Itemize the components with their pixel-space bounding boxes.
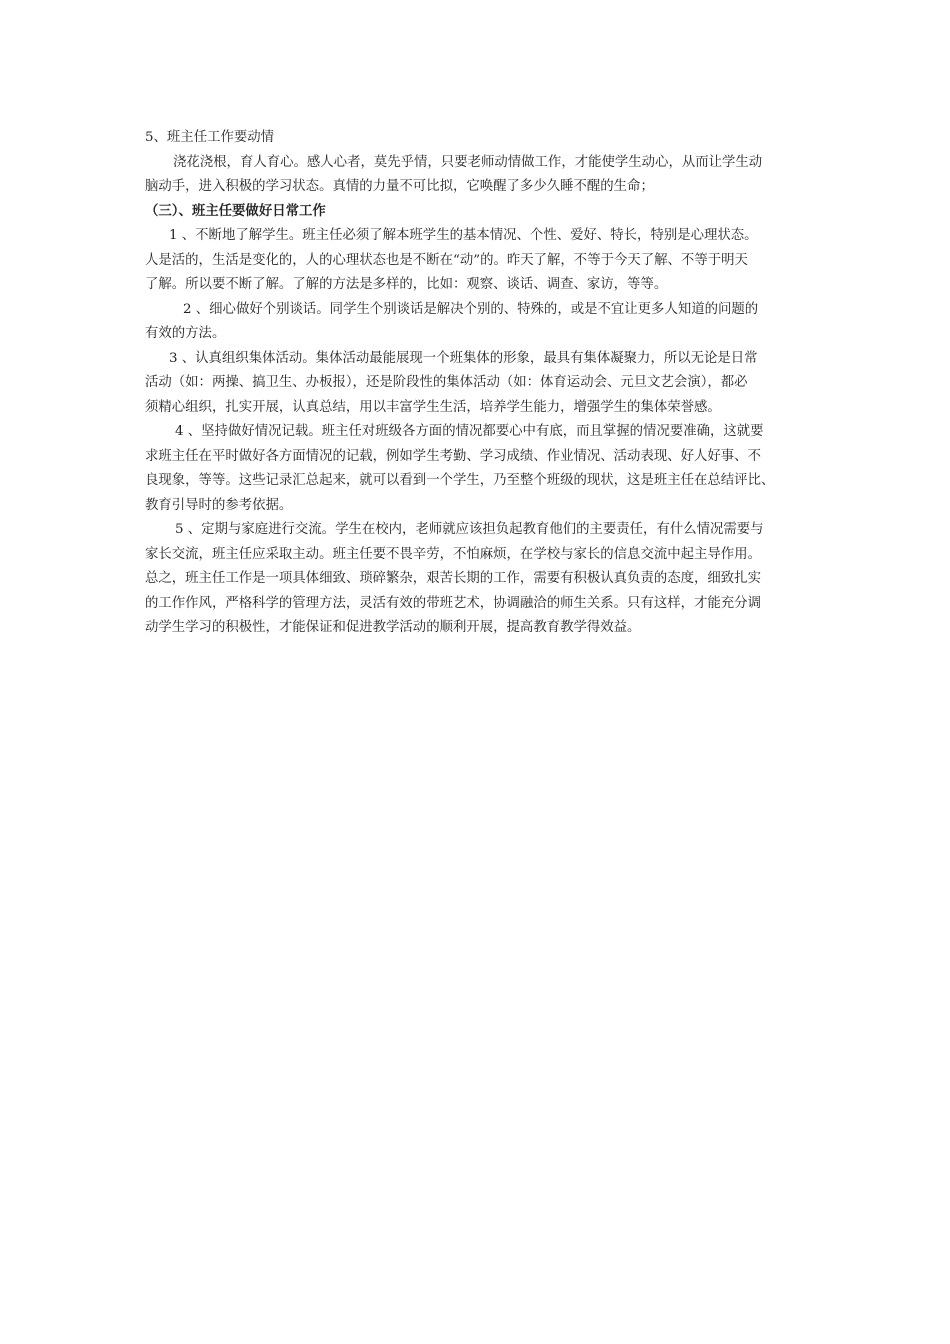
section-3-heading: （三）、班主任要做好日常工作 [145, 203, 326, 219]
item-4-line-3: 良现象，等等。这些记录汇总起来，就可以看到一个学生，乃至整个班级的现状，这是班主任在总结评比、 [145, 473, 775, 488]
section-5-line-2: 脑动手，进入积极的学习状态。真情的力量不可比拟，它唤醒了多少久睡不醒的生命； [145, 179, 654, 194]
item-1-line-2: 人是活的，生活是变化的，人的心理状态也是不断在“动”的。昨天了解，不等于今天了解、不等于明天 [145, 252, 748, 268]
item-3-line-2: 活动（如：两操、搞卫生、办板报），还是阶段性的集体活动（如：体育运动会、元旦文艺会演），都必 [145, 375, 748, 390]
summary-line-1: 总之，班主任工作是一项具体细致、琐碎繁杂，艰苦长期的工作，需要有积极认真负责的态度，细致扎实 [145, 571, 761, 586]
item-3-line-1: 3 、认真组织集体活动。集体活动最能展现一个班集体的形象，最具有集体凝聚力，所以无论是日常 [169, 350, 758, 366]
summary-line-3: 动学生学习的积极性，才能保证和促进教学活动的顺利开展，提高教育教学得效益。 [145, 620, 641, 635]
item-4-line-1: 4 、坚持做好情况记载。班主任对班级各方面的情况都要心中有底，而且掌握的情况要准确，这就要 [175, 424, 764, 439]
section-5-line-1: 浇花浇根，育人育心。感人心者，莫先乎情，只要老师动情做工作，才能使学生动心，从而让学生动 [173, 154, 763, 170]
summary-line-2: 的工作作风，严格科学的管理方法，灵活有效的带班艺术，协调融洽的师生关系。只有这样，才能充分调 [145, 595, 761, 611]
item-2-line-2: 有效的方法。 [145, 326, 226, 341]
item-2-line-1: 2 、细心做好个别谈话。同学生个别谈话是解决个别的、特殊的，或是不宜让更多人知道的问题的 [183, 301, 759, 317]
item-4-line-2: 求班主任在平时做好各方面情况的记载，例如学生考勤、学习成绩、作业情况、活动表现、好人好事、不 [145, 448, 761, 464]
item-4-line-4: 教育引导时的参考依据。 [145, 497, 293, 513]
item-1-line-1: 1 、不断地了解学生。班主任必须了解本班学生的基本情况、个性、爱好、特长，特别是心理状态。 [169, 228, 758, 243]
item-5-line-2: 家长交流，班主任应采取主动。班主任要不畏辛劳，不怕麻烦，在学校与家长的信息交流中起主导作用。 [145, 546, 761, 562]
section-5-title: 5、班主任工作要动情 [145, 130, 275, 145]
item-3-line-3: 须精心组织，扎实开展，认真总结，用以丰富学生生活，培养学生能力，增强学生的集体荣誉感。 [145, 399, 721, 415]
item-1-line-3: 了解。所以要不断了解。了解的方法是多样的，比如：观察、谈话、调查、家访，等等。 [145, 277, 668, 292]
item-5-line-1: 5 、定期与家庭进行交流。学生在校内，老师就应该担负起教育他们的主要责任，有什么情况需要与 [175, 522, 764, 537]
document-body [145, 126, 825, 641]
